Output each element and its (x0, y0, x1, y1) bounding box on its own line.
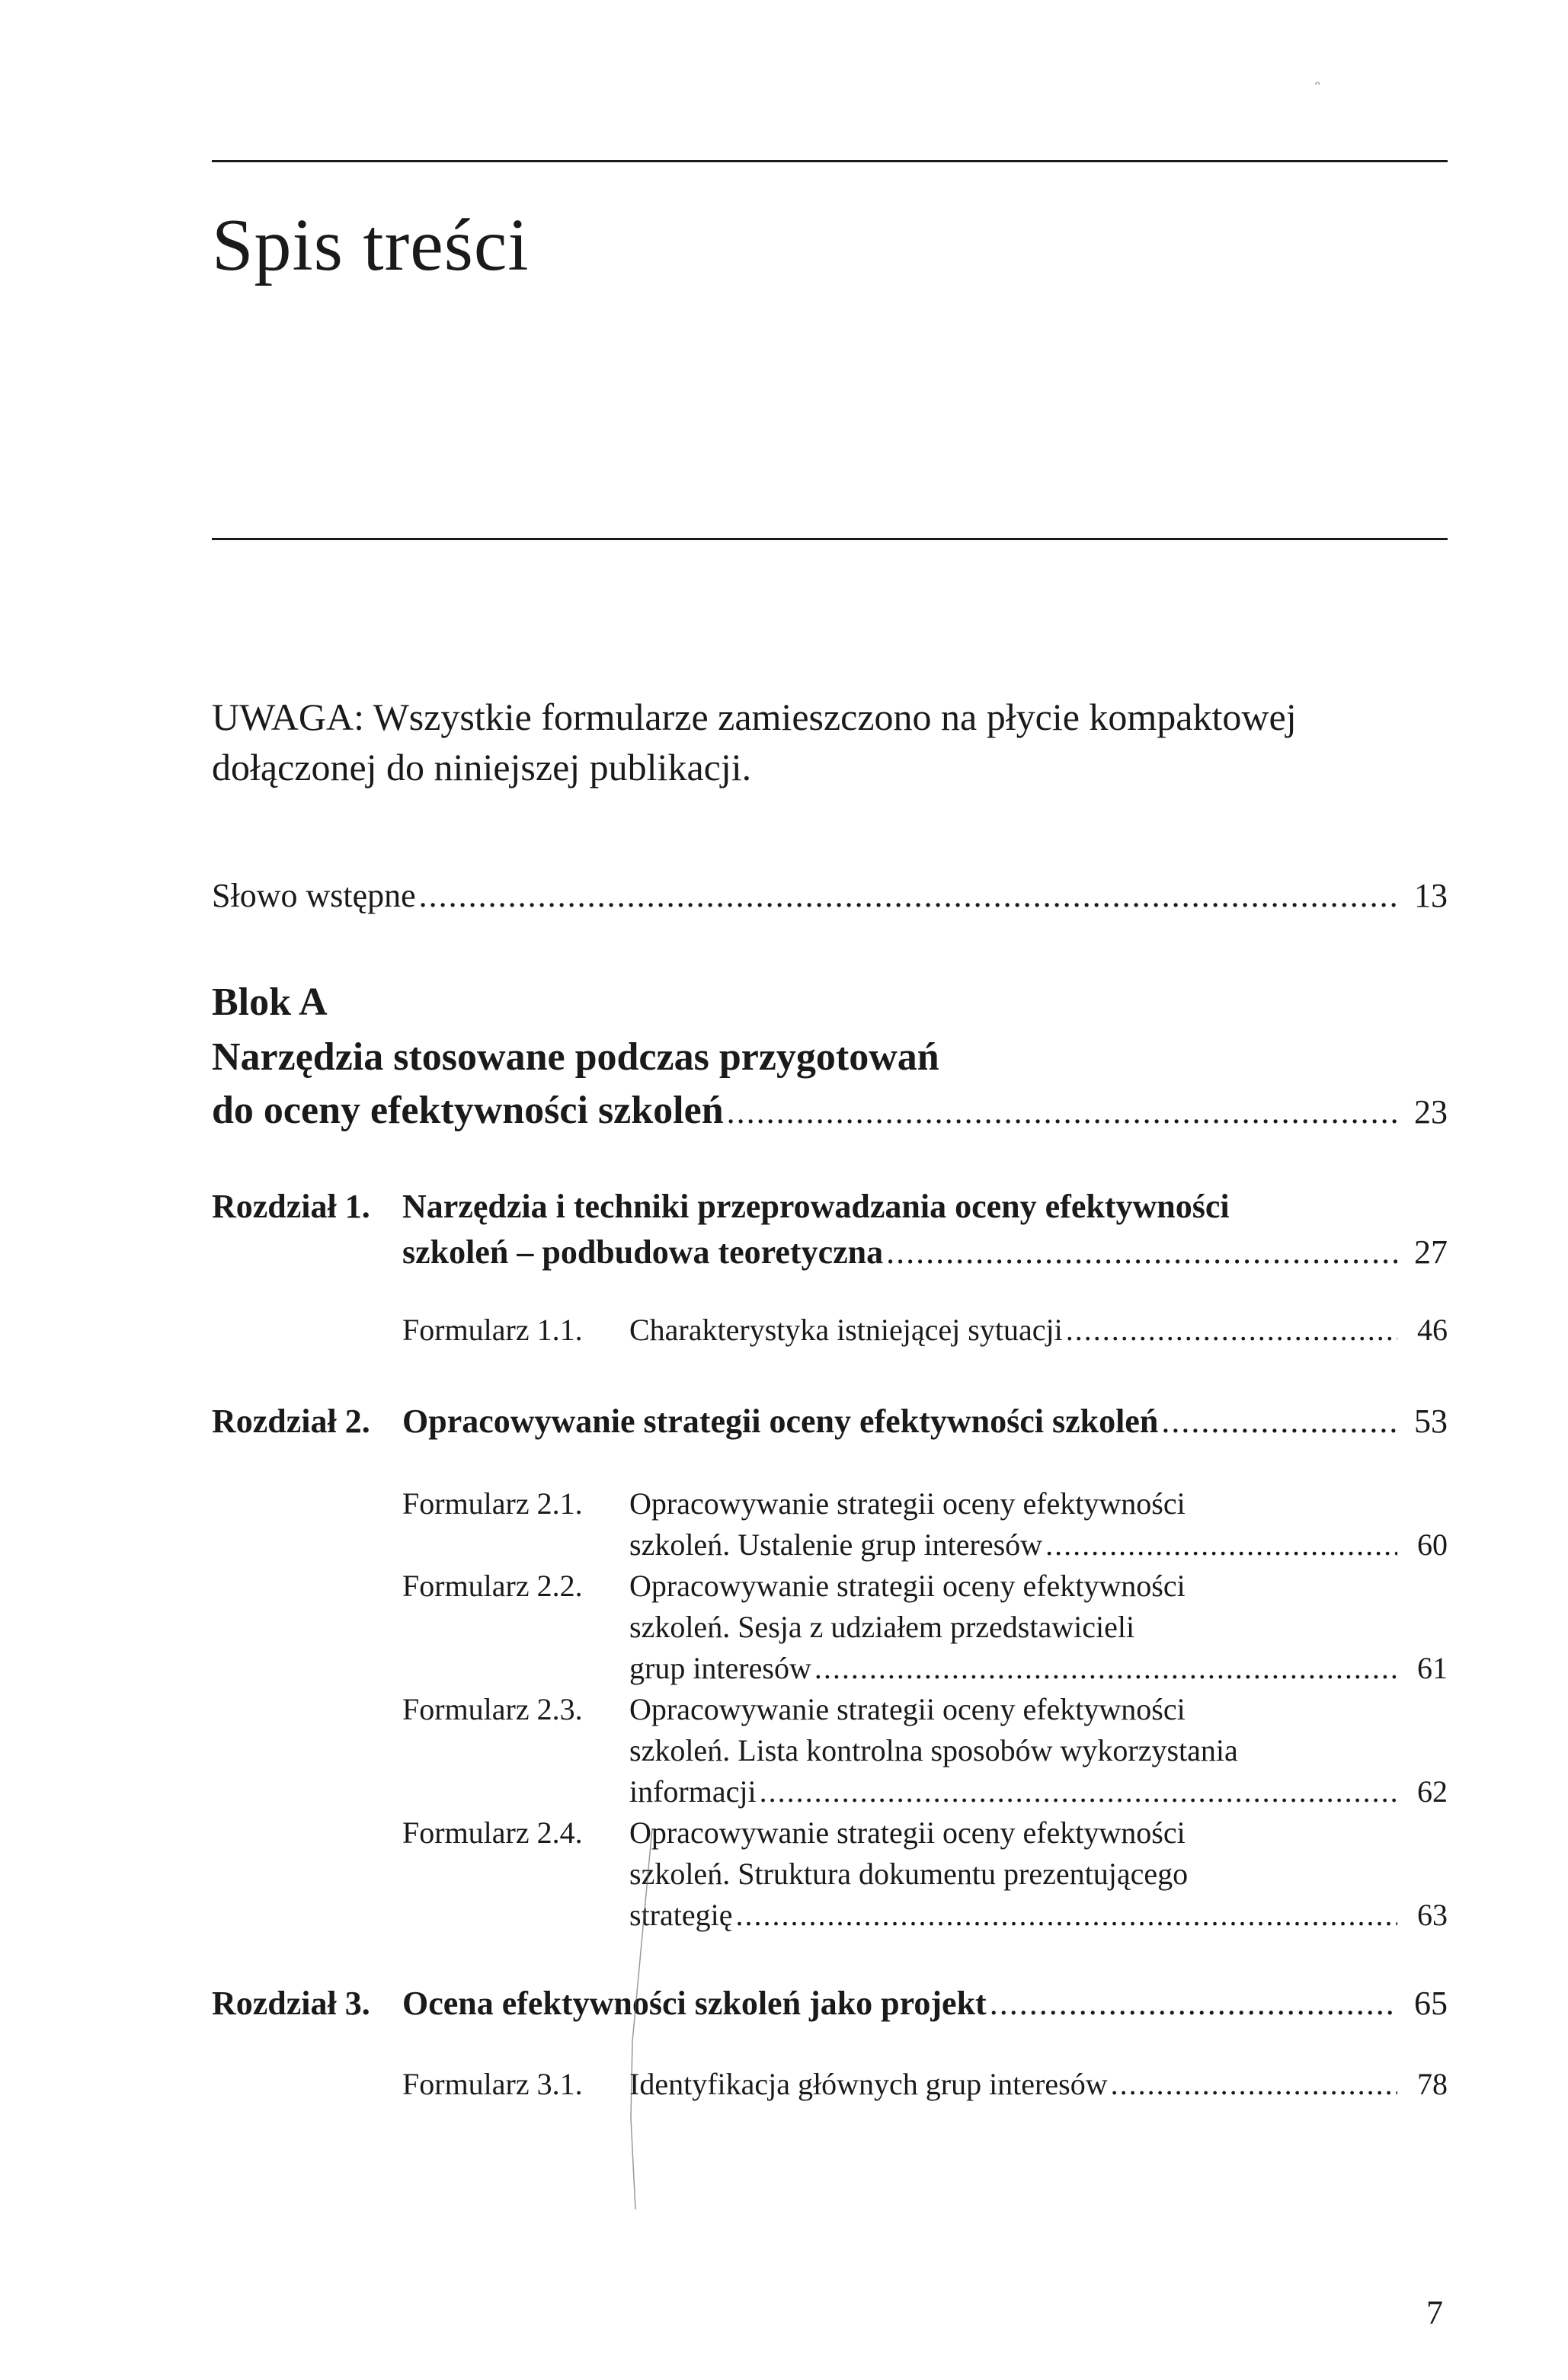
note-text: UWAGA: Wszystkie formularze zamieszczono na płycie kompaktowej dołączonej do niniejszej publikacji. (212, 696, 1297, 789)
toc-entry-page: 23 (1414, 1093, 1448, 1131)
dot-leader (419, 876, 1397, 915)
toc-entry-form-1-1[interactable] (629, 1312, 1448, 1348)
form-3-1-label: Formularz 3.1. (402, 2067, 583, 2101)
toc-entry-foreword[interactable] (212, 876, 1448, 915)
chapter2-label: Rozdział 2. (212, 1403, 370, 1440)
toc-entry-page: 61 (1417, 1651, 1448, 1685)
block-a-label: Blok A (212, 980, 328, 1024)
form-2-1-line2: szkoleń. Ustalenie grup interesów (629, 1527, 1043, 1562)
toc-entry-form-2-3[interactable] (629, 1774, 1448, 1809)
chapter3-title: Ocena efektywności szkoleń jako projekt (402, 1985, 987, 2022)
block-a-title-line2: do oceny efektywności szkoleń (212, 1089, 724, 1132)
toc-entry-page: 27 (1414, 1233, 1448, 1271)
form-2-2-line2: szkoleń. Sesja z udziałem przedstawicieli (629, 1610, 1135, 1644)
toc-entry-chapter3[interactable] (402, 1984, 1448, 2023)
chapter1-title-line1: Narzędzia i techniki przeprowadzania oceny efektywności (402, 1188, 1230, 1225)
toc-entry-chapter1[interactable] (402, 1233, 1448, 1272)
form-2-1-line1: Opracowywanie strategii oceny efektywności (629, 1486, 1186, 1521)
form-2-4-line3: strategię (629, 1898, 733, 1932)
scan-speck: ᵔ (1315, 76, 1320, 95)
toc-entry-page: 62 (1417, 1774, 1448, 1809)
toc-entry-form-2-1[interactable] (629, 1527, 1448, 1563)
page-number: 7 (1426, 2294, 1443, 2331)
title-bottom-rule (212, 538, 1448, 540)
form-2-2-line1: Opracowywanie strategii oceny efektywności (629, 1569, 1186, 1603)
dot-leader (814, 1650, 1397, 1686)
toc-entry-form-2-2[interactable] (629, 1650, 1448, 1686)
top-rule (212, 160, 1448, 162)
toc-entry-chapter2[interactable] (402, 1402, 1448, 1441)
toc-entry-page: 13 (1414, 877, 1448, 914)
toc-entry-form-3-1[interactable] (629, 2066, 1448, 2102)
chapter1-label: Rozdział 1. (212, 1188, 370, 1225)
dot-leader (1045, 1527, 1397, 1563)
toc-entry-title: Słowo wstępne (212, 877, 416, 914)
form-2-3-line3: informacji (629, 1774, 757, 1809)
form-2-1-label: Formularz 2.1. (402, 1486, 583, 1521)
toc-entry-page: 65 (1414, 1985, 1448, 2022)
dot-leader (736, 1897, 1398, 1933)
form-2-4-line1: Opracowywanie strategii oceny efektywności (629, 1815, 1186, 1850)
block-a-title-line1: Narzędzia stosowane podczas przygotowań (212, 1035, 939, 1079)
page-title: Spis treści (212, 204, 530, 286)
form-2-3-line2: szkoleń. Lista kontrolna sposobów wykorzystania (629, 1733, 1238, 1767)
form-1-1-title: Charakterystyka istniejącej sytuacji (629, 1313, 1063, 1347)
form-1-1-label: Formularz 1.1. (402, 1313, 583, 1347)
toc-entry-form-2-4[interactable] (629, 1897, 1448, 1933)
toc-entry-block-a[interactable] (212, 1088, 1448, 1133)
chapter2-title: Opracowywanie strategii oceny efektywności szkoleń (402, 1403, 1159, 1440)
form-2-2-line3: grup interesów (629, 1651, 811, 1685)
form-2-4-label: Formularz 2.4. (402, 1815, 583, 1850)
toc-entry-page: 63 (1417, 1898, 1448, 1932)
chapter3-label: Rozdział 3. (212, 1985, 370, 2022)
form-2-2-label: Formularz 2.2. (402, 1569, 583, 1603)
chapter1-title-line2: szkoleń – podbudowa teoretyczna (402, 1233, 884, 1271)
dot-leader (1111, 2066, 1397, 2102)
toc-entry-page: 60 (1417, 1527, 1448, 1562)
scan-artifact-line (625, 1828, 655, 2209)
form-2-3-label: Formularz 2.3. (402, 1692, 583, 1726)
form-2-4-line2: szkoleń. Struktura dokumentu prezentującego (629, 1857, 1189, 1891)
dot-leader (727, 1092, 1397, 1131)
form-2-3-line1: Opracowywanie strategii oceny efektywności (629, 1692, 1186, 1726)
toc-entry-page: 46 (1417, 1313, 1448, 1347)
form-3-1-title: Identyfikacja głównych grup interesów (629, 2067, 1108, 2101)
toc-entry-page: 78 (1417, 2067, 1448, 2101)
toc-entry-page: 53 (1414, 1403, 1448, 1440)
dot-leader (760, 1774, 1397, 1809)
dot-leader (990, 1984, 1397, 2023)
dot-leader (1161, 1402, 1397, 1441)
dot-leader (1066, 1312, 1397, 1348)
dot-leader (886, 1233, 1397, 1272)
